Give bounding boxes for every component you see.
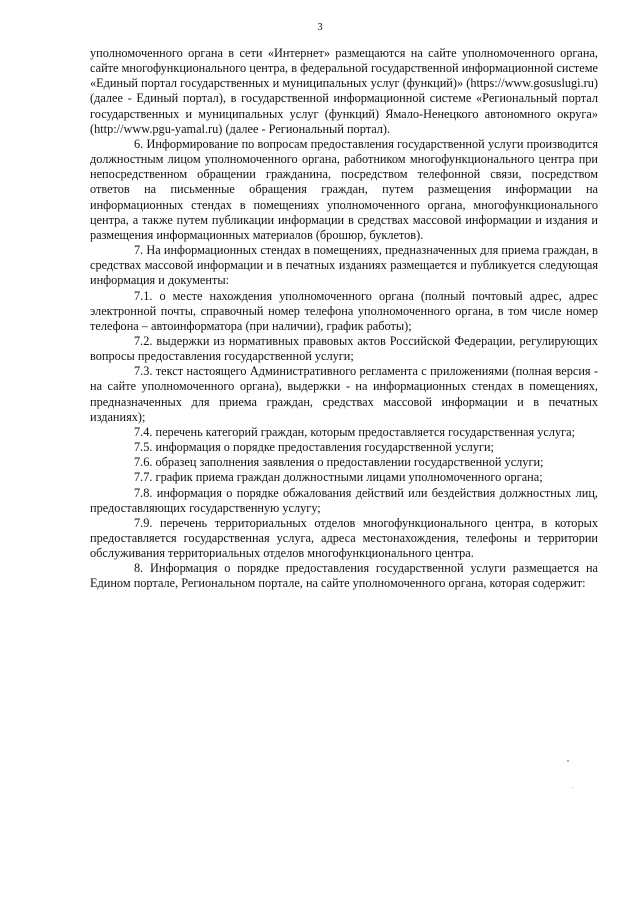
paragraph-7-2: 7.2. выдержки из нормативных правовых актов Российской Федерации, регулирующих вопросы предоставления государственной услуги; <box>90 333 598 364</box>
paragraph-7-6: 7.6. образец заполнения заявления о предоставлении государственной услуги; <box>134 455 544 470</box>
paragraph-5-continuation: уполномоченного органа в сети «Интернет» размещаются на сайте уполномоченного органа, сайте многофункционального центра, в федеральной государственной информационной системе «Единый портал государственных и муниципальных услуг (функций)» (https://www.gosuslugi.ru) (далее - Единый портал), в государственной информационной системе «Региональный портал государственных и муниципальных услуг (функций) Ямало-Ненецкого автономного округа» (http://www.pgu-yamal.ru) (далее - Региональный портал). <box>90 46 598 136</box>
paragraph-7-3: 7.3. текст настоящего Административного регламента с приложениями (полная версия - на сайте уполномоченного органа), выдержки - на информационных стендах в помещениях, предназначенных для приема граждан, средствах массовой информации и в печатных изданиях); <box>90 364 598 424</box>
paragraph-7-9: 7.9. перечень территориальных отделов многофункционального центра, в которых предоставляется государственная услуга, адреса местонахождения, телефоны и территории обслуживания территориальных отделов многофункционального центра. <box>90 515 598 561</box>
paragraph-7-1: 7.1. о месте нахождения уполномоченного органа (полный почтовый адрес, адрес электронной почты, справочный номер телефона уполномоченного органа, в том числе номер телефона – автоинформатора (при наличии), график работы); <box>90 288 598 333</box>
scan-speck <box>572 787 573 788</box>
document-body <box>90 46 598 592</box>
paragraph-8: 8. Информация о порядке предоставления государственной услуги размещается на Едином портале, Региональном портале, на сайте уполномоченного органа, которая содержит: <box>90 561 598 591</box>
page-number: 3 <box>317 22 323 33</box>
paragraph-7: 7. На информационных стендах в помещениях, предназначенных для приема граждан, в средствах массовой информации и в печатных изданиях размещается и публикуется следующая информация и документы: <box>90 243 598 288</box>
paragraph-7-5: 7.5. информация о порядке предоставления государственной услуги; <box>134 440 494 455</box>
paragraph-7-8: 7.8. информация о порядке обжалования действий или бездействия должностных лиц, предоставляющих государственную услугу; <box>90 485 598 515</box>
paragraph-7-7: 7.7. график приема граждан должностными лицами уполномоченного органа; <box>134 470 543 485</box>
paragraph-6: 6. Информирование по вопросам предоставления государственной услуги производится должностным лицом уполномоченного органа, работником многофункционального центра при непосредственном обращении гражданина, посредством телефонной связи, посредством ответов на письменные обращения граждан, путем размещения информации на информационных стендах в помещениях уполномоченного органа, многофункционального центра, а также путем публикации информации в средствах массовой информации и издания и размещения информационных материалов (брошюр, буклетов). <box>90 136 598 242</box>
scan-speck <box>567 760 569 762</box>
paragraph-7-4: 7.4. перечень категорий граждан, которым предоставляется государственная услуга; <box>134 424 576 439</box>
